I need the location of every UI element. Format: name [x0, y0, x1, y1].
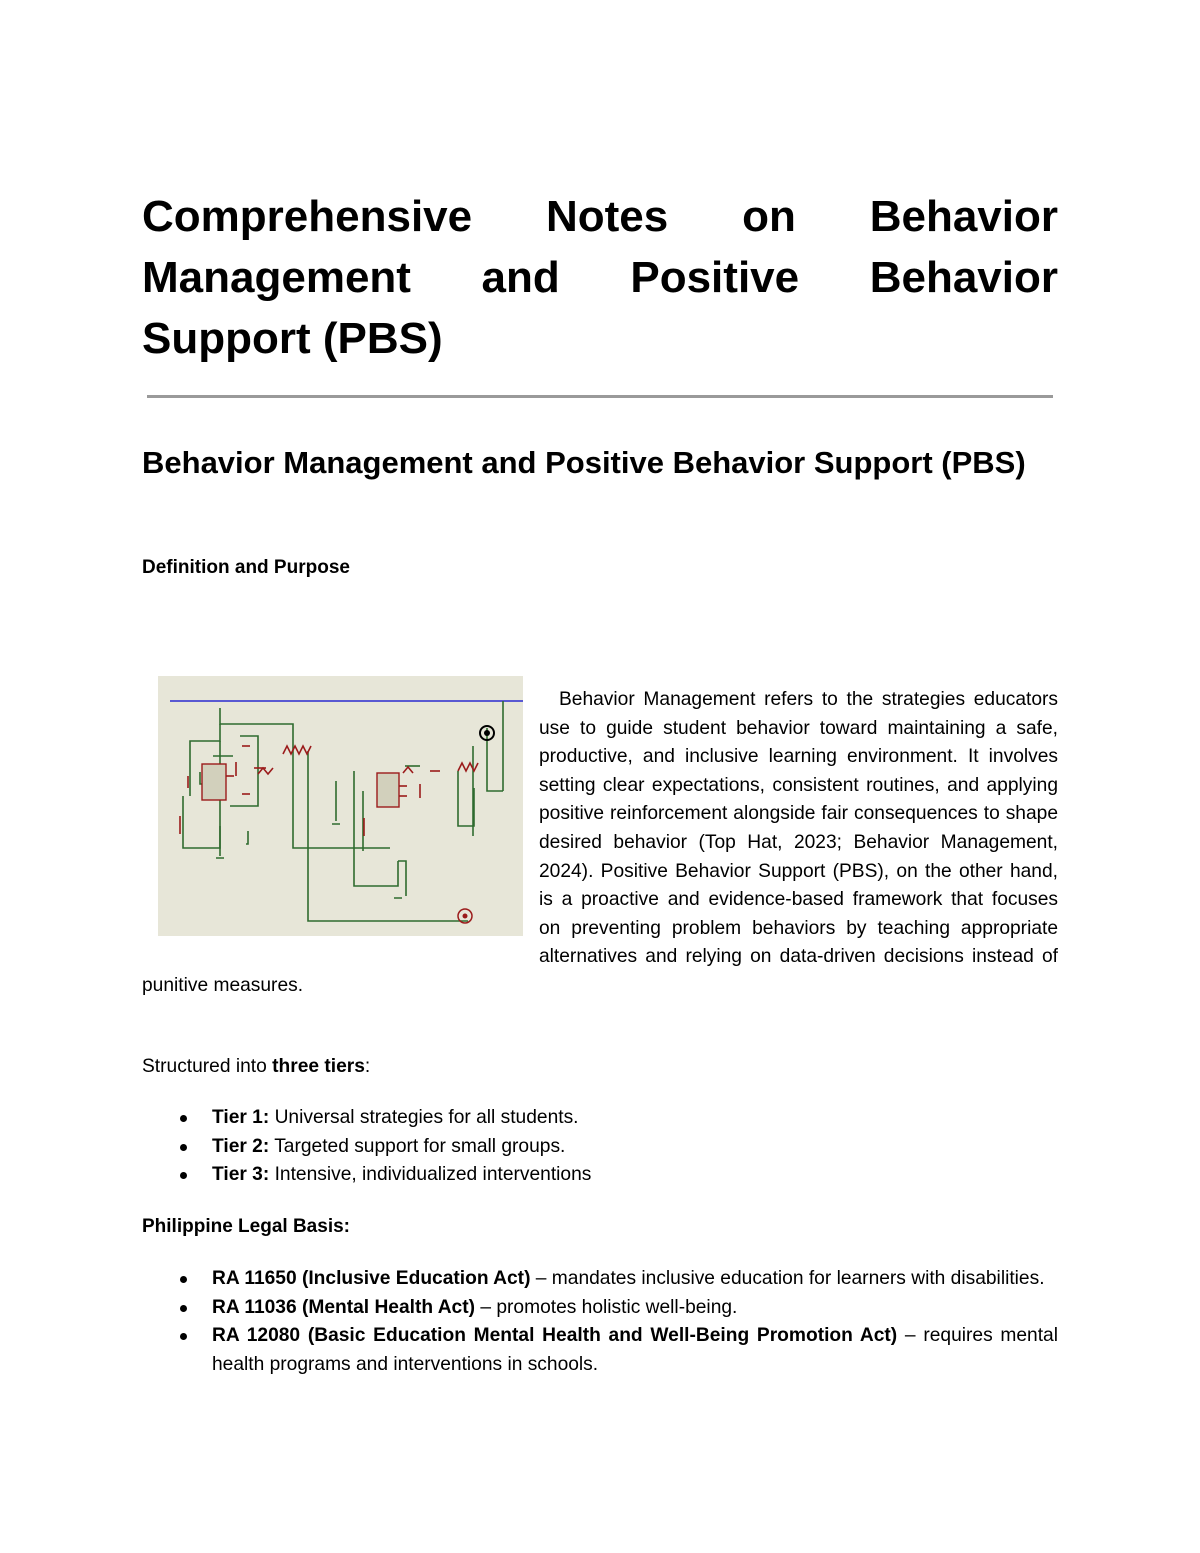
- definition-paragraph-wrapper: [142, 686, 1058, 1001]
- laws-list: [142, 1265, 1058, 1379]
- bullet-icon: [180, 1333, 187, 1340]
- list-item-ra-12080: [142, 1322, 1058, 1379]
- bullet-icon: [180, 1115, 187, 1122]
- bullet-icon: [180, 1172, 187, 1179]
- tiers-list: [142, 1104, 1058, 1190]
- law-label: RA 12080 (Basic Education Mental Health and Well-Being Promotion Act): [212, 1325, 898, 1347]
- section-heading: Behavior Management and Positive Behavior Support (PBS): [142, 445, 1026, 480]
- tier-label: Tier 1:: [212, 1107, 270, 1128]
- law-text: – promotes holistic well-being.: [475, 1296, 738, 1318]
- tier-text: Universal strategies for all students.: [269, 1107, 579, 1128]
- law-text: – requires mental health programs and interventions in schools.: [212, 1325, 1058, 1375]
- list-item-tier-1: [142, 1104, 1058, 1133]
- figure-spacer: [142, 686, 539, 954]
- horizontal-rule: [147, 395, 1053, 398]
- tier-label: Tier 2:: [212, 1135, 270, 1157]
- tiers-intro: [142, 1053, 370, 1082]
- tiers-intro-prefix: Structured into: [142, 1056, 273, 1077]
- list-item-tier-2: [142, 1133, 1058, 1162]
- subsection-heading: Definition and Purpose: [142, 557, 350, 578]
- document-title: Comprehensive Notes on Behavior Management and Positive Behavior Support (PBS): [142, 192, 1058, 363]
- bullet-icon: [180, 1144, 187, 1151]
- tier-label: Tier 3:: [212, 1164, 270, 1186]
- tier-text: Intensive, individualized interventions: [269, 1164, 592, 1186]
- bullet-icon: [180, 1305, 187, 1312]
- list-item-tier-3: [142, 1161, 1058, 1190]
- tiers-intro-suffix: :: [364, 1056, 371, 1077]
- law-label: RA 11650 (Inclusive Education Act): [212, 1268, 531, 1289]
- law-label: RA 11036 (Mental Health Act): [212, 1296, 476, 1318]
- bullet-icon: [180, 1276, 187, 1283]
- legal-basis-heading: Philippine Legal Basis:: [142, 1216, 350, 1237]
- tiers-intro-bold: three tiers: [272, 1056, 365, 1077]
- list-item-ra-11036: [142, 1294, 1058, 1323]
- tier-text: Targeted support for small groups.: [269, 1135, 566, 1157]
- list-item-ra-11650: [142, 1265, 1058, 1294]
- definition-text: Behavior Management refers to the strategies educators use to guide student behavior toward maintaining a safe, productive, and inclusive learning environment. It involves setting clear expectations, consistent routines, and applying positive reinforcement alongside fair consequences to shape desired behavior (Top Hat, 2023; Behavior Management, 2024). Positive Behavior Support (PBS), on the other hand, is a proactive and evidence-based framework that focuses on preventing problem behaviors by teaching appropriate alternatives and relying on data-driven decisions instead of punitive measures.: [142, 689, 1058, 996]
- law-text: – mandates inclusive education for learners with disabilities.: [530, 1268, 1045, 1289]
